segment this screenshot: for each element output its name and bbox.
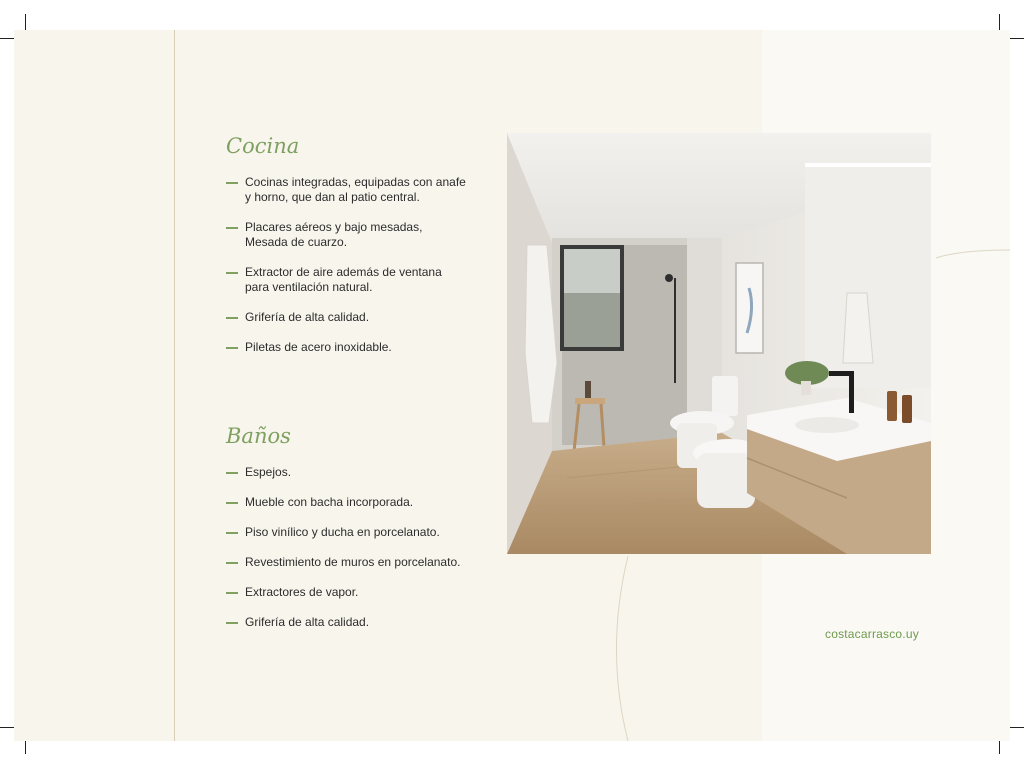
list-item-text: Mueble con bacha incorporada. xyxy=(245,495,414,509)
list-item xyxy=(226,465,466,480)
list-item-text: Espejos. xyxy=(245,465,292,479)
list-item xyxy=(226,220,466,250)
list-item-text: Revestimiento de muros en porcelanato. xyxy=(245,555,461,569)
list-item-text: Extractores de vapor. xyxy=(245,585,359,599)
dash-icon xyxy=(226,182,238,184)
list-item xyxy=(226,340,466,355)
dash-icon xyxy=(226,592,238,594)
dash-icon xyxy=(226,227,238,229)
list-item xyxy=(226,495,466,510)
dash-icon xyxy=(226,317,238,319)
section-title-cocina: Cocina xyxy=(226,134,300,158)
list-item-text: Grifería de alta calidad. xyxy=(245,310,370,324)
list-item xyxy=(226,265,466,295)
dash-icon xyxy=(226,532,238,534)
dash-icon xyxy=(226,502,238,504)
list-item-text: Placares aéreos y bajo mesadas, Mesada de cuarzo. xyxy=(245,220,423,249)
list-item-text: Cocinas integradas, equipadas con anafe y horno, que dan al patio central. xyxy=(245,175,466,204)
list-item xyxy=(226,310,466,325)
banos-features-list xyxy=(226,465,466,645)
bathroom-photo xyxy=(507,133,931,554)
list-item-text: Extractor de aire además de ventana para ventilación natural. xyxy=(245,265,442,294)
dash-icon xyxy=(226,272,238,274)
list-item xyxy=(226,585,466,600)
dash-icon xyxy=(226,472,238,474)
list-item-text: Piletas de acero inoxidable. xyxy=(245,340,392,354)
list-item xyxy=(226,525,466,540)
list-item xyxy=(226,175,466,205)
list-item-text: Grifería de alta calidad. xyxy=(245,615,370,629)
dash-icon xyxy=(226,347,238,349)
website-link[interactable]: costacarrasco.uy xyxy=(825,627,919,641)
list-item xyxy=(226,615,466,630)
cocina-features-list xyxy=(226,175,466,370)
dash-icon xyxy=(226,622,238,624)
section-title-banos: Baños xyxy=(226,424,291,448)
list-item-text: Piso vinílico y ducha en porcelanato. xyxy=(245,525,440,539)
list-item xyxy=(226,555,466,570)
dash-icon xyxy=(226,562,238,564)
